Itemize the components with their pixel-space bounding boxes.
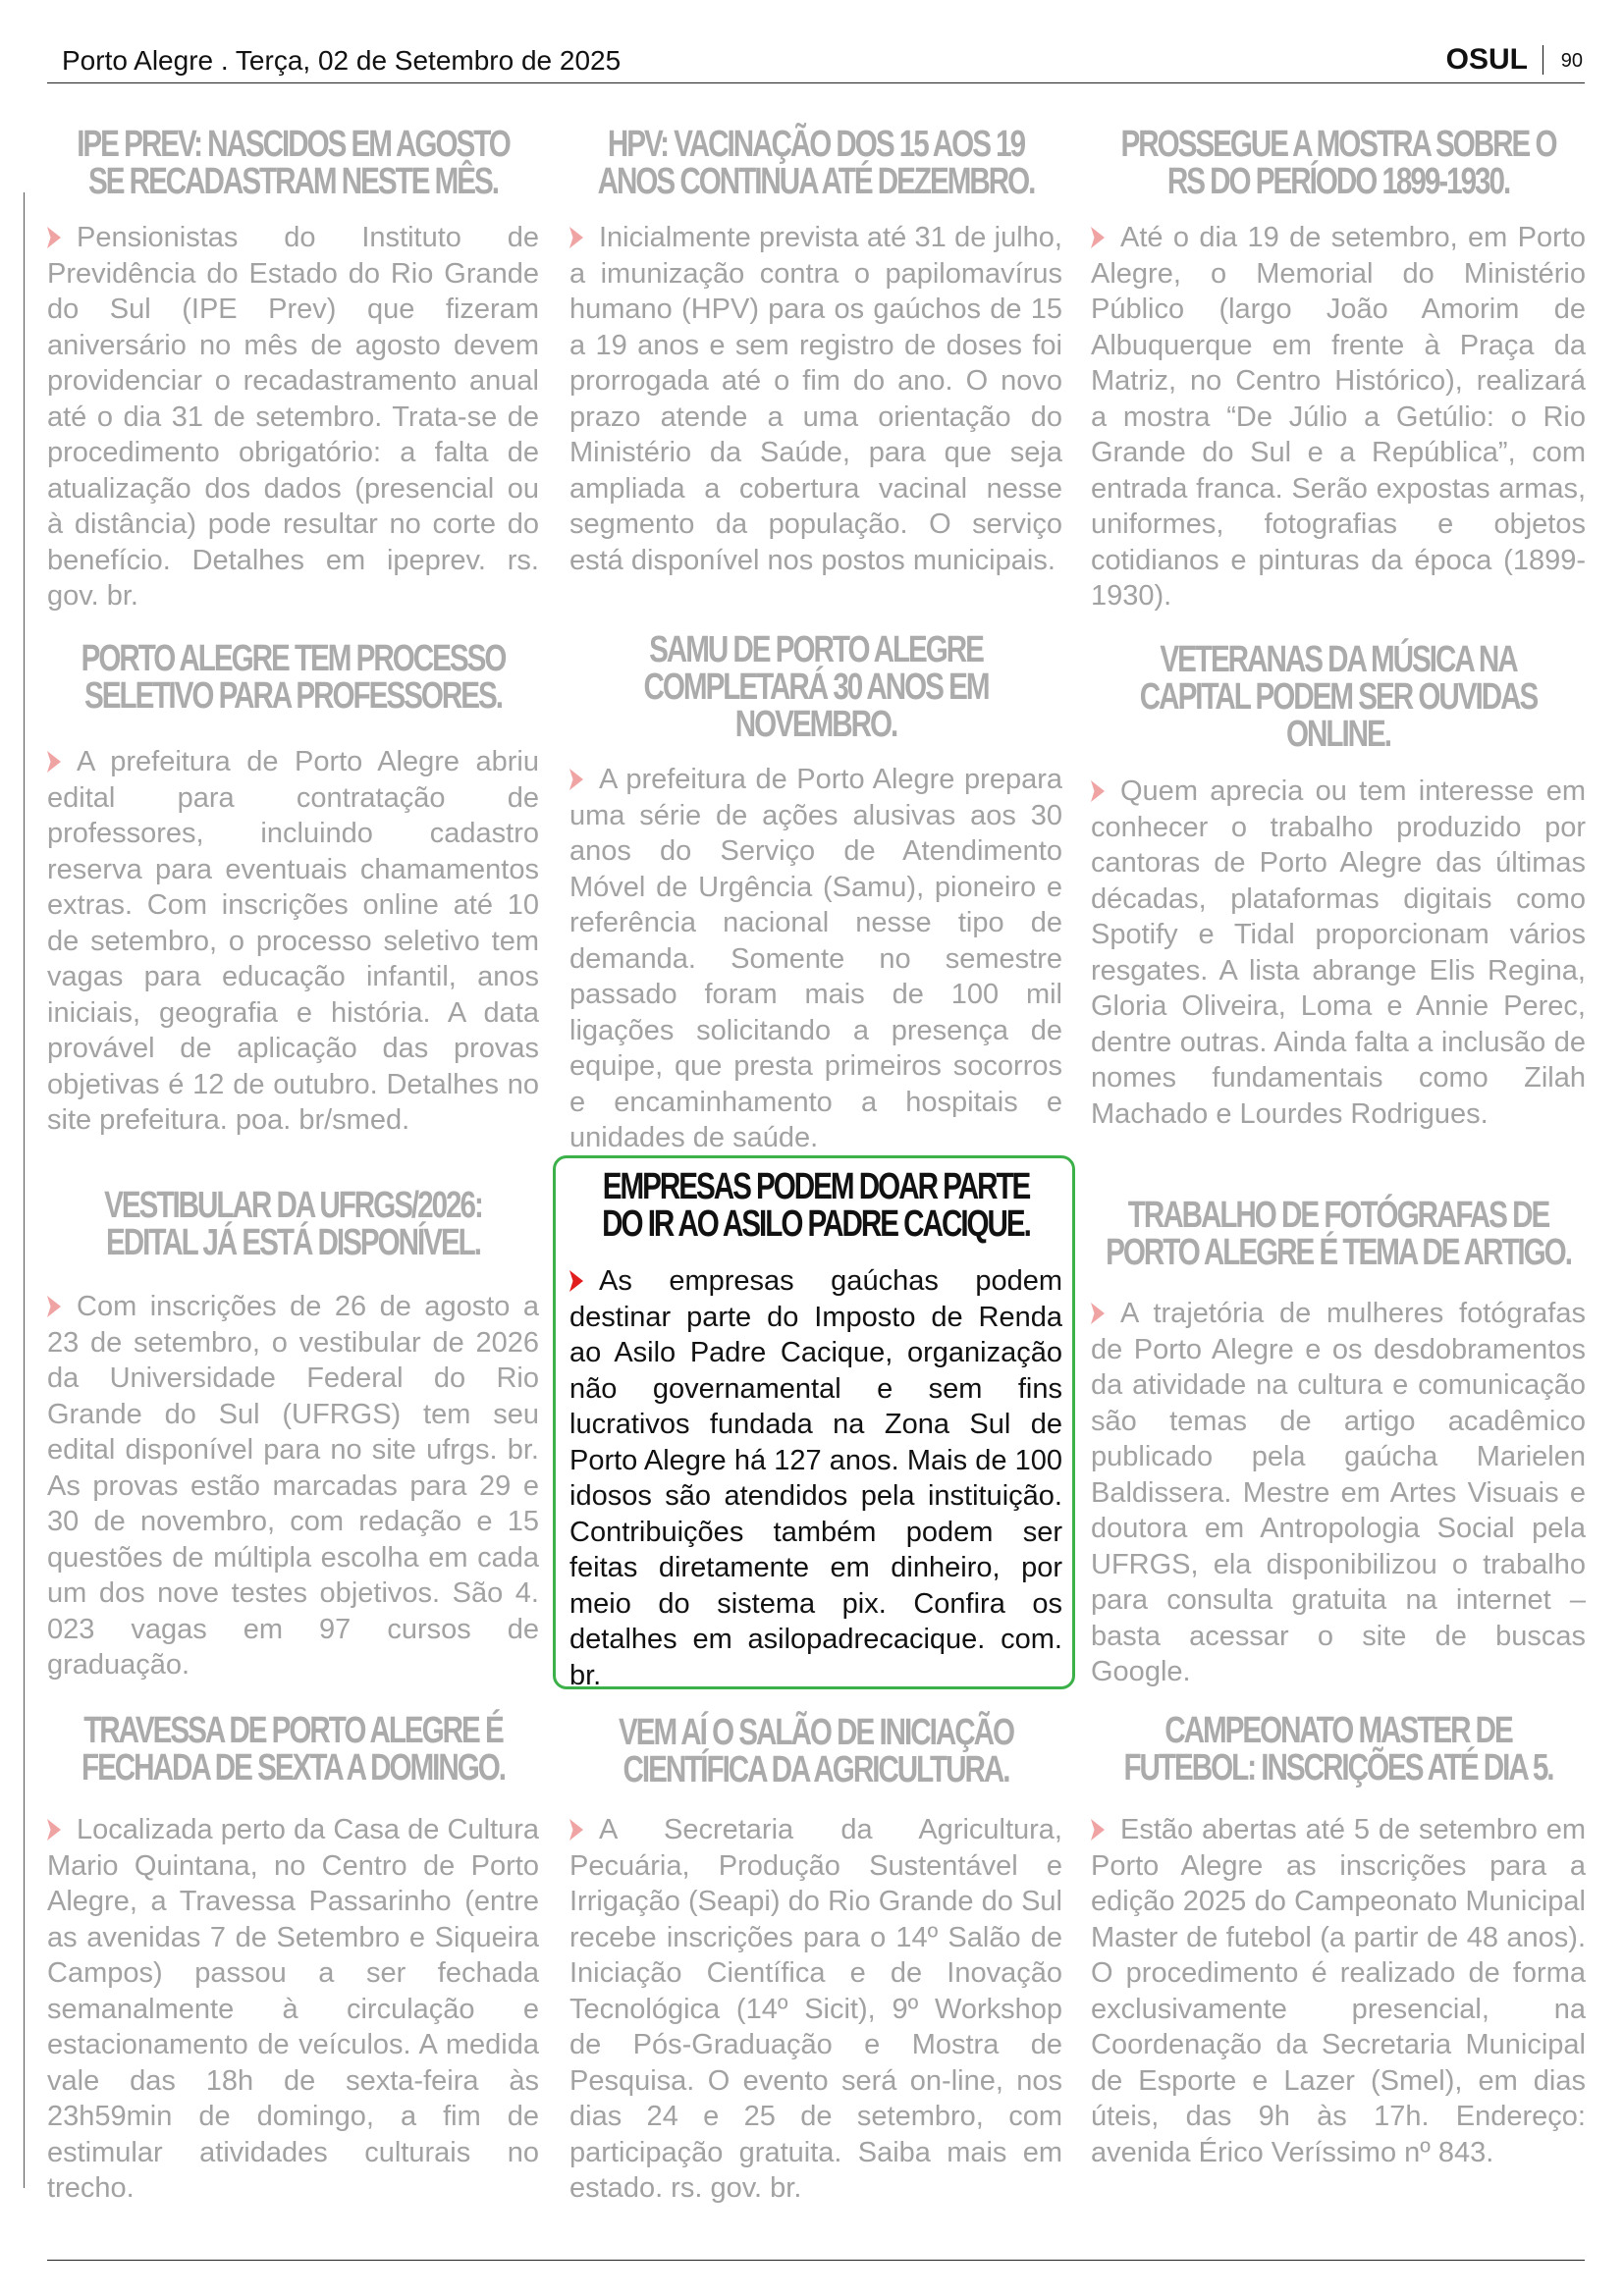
article-headline: TRABALHO DE FOTÓGRAFAS DE PORTO ALEGRE É TEMA DE ARTIGO. xyxy=(1106,1195,1571,1273)
article-headline: EMPRESAS PODEM DOAR PARTE DO IR AO ASILO PADRE CACIQUE. xyxy=(602,1166,1030,1245)
article-body: Até o dia 19 de setembro, em Porto Alegre, o Memorial do Ministério Público (largo João Amorim de Albuquerque em frente à Praça da Matriz, no Centro Histórico), realizará a mostra “De Júlio a Getúlio: o Rio Grande do Sul e a República”, com entrada franca. Serão expostas armas, uniformes, fotografias e objetos cotidianos e pinturas da época (1899-1930). xyxy=(1091,222,1586,612)
article-body: Inicialmente prevista até 31 de julho, a imunização contra o papilomavírus humano (HPV) para os gaúchos de 15 a 19 anos e sem registro de doses foi prorrogada até o fim do ano. O novo prazo atende a uma orientação do Ministério da Saúde, para que seja ampliada a cobertura vacinal nesse segmento da população. O serviço está disponível nos postos municipais. xyxy=(569,222,1062,576)
article-veteranas xyxy=(1091,641,1586,1132)
article-ipe-prev xyxy=(47,126,539,614)
article-travessa xyxy=(47,1712,539,2207)
article-body: Pensionistas do Instituto de Previdência do Estado do Rio Grande do Sul (IPE Prev) que fizeram aniversário no mês de agosto devem providenciar o recadastramento anual até o dia 31 de setembro. Trata-se de procedimento obrigatório: a falta de atualização dos dados (presencial ou à distância) pode resultar no corte do benefício. Detalhes em ipeprev. rs. gov. br. xyxy=(47,222,539,612)
left-margin-rule xyxy=(24,192,25,2188)
article-mostra xyxy=(1091,126,1586,614)
article-headline: SAMU DE PORTO ALEGRE COMPLETARÁ 30 ANOS EM NOVEMBRO. xyxy=(643,629,989,745)
bullet-arrow-icon xyxy=(1091,780,1105,802)
bullet-arrow-icon xyxy=(47,751,61,773)
article-body: A prefeitura de Porto Alegre abriu edital para contratação de professores, incluindo cadastro reserva para eventuais chamamentos extras. Com inscrições online até 10 de setembro, o processo seletivo tem vagas para educação infantil, anos iniciais, geografia e história. A data provável de aplicação das provas objetivas é 12 de outubro. Detalhes no site prefeitura. poa. br/smed. xyxy=(47,746,539,1136)
dateline: Porto Alegre . Terça, 02 de Setembro de 2025 xyxy=(62,45,622,76)
article-fotografas xyxy=(1091,1197,1586,1690)
article-headline: PROSSEGUE A MOSTRA SOBRE O RS DO PERÍODO 1899-1930. xyxy=(1120,124,1556,202)
article-headline: HPV: VACINAÇÃO DOS 15 AOS 19 ANOS CONTINUA ATÉ DEZEMBRO. xyxy=(597,124,1035,202)
article-hpv xyxy=(569,126,1062,578)
article-headline: PORTO ALEGRE TEM PROCESSO SELETIVO PARA PROFESSORES. xyxy=(81,638,506,717)
page-number: 90 xyxy=(1560,50,1583,72)
article-vestibular xyxy=(47,1187,539,1683)
header-separator xyxy=(1543,45,1544,75)
article-headline: CAMPEONATO MASTER DE FUTEBOL: INSCRIÇÕES ATÉ DIA 5. xyxy=(1123,1710,1553,1789)
article-headline: IPE PREV: NASCIDOS EM AGOSTO SE RECADASTRAM NESTE MÊS. xyxy=(77,124,510,202)
bullet-arrow-icon xyxy=(1091,227,1105,248)
bullet-arrow-icon xyxy=(569,769,583,790)
article-headline: VESTIBULAR DA UFRGS/2026: EDITAL JÁ ESTÁ DISPONÍVEL. xyxy=(104,1185,482,1263)
article-body: Estão abertas até 5 de setembro em Porto Alegre as inscrições para a edição 2025 do Campeonato Municipal Master de futebol (a partir de 48 anos). O procedimento é realizado de forma exclusivamente presencial, na Coordenação da Secretaria Municipal de Esporte e Lazer (Smel), em dias úteis, das 9h às 17h. Endereço: avenida Érico Veríssimo nº 843. xyxy=(1091,1814,1586,2168)
article-professores xyxy=(47,640,539,1139)
bullet-arrow-icon xyxy=(47,1296,61,1317)
article-body: Quem aprecia ou tem interesse em conhecer o trabalho produzido por cantoras de Porto Alegre das últimas décadas, plataformas digitais como Spotify e Tidal proporcionam vários resgates. A lista abrange Elis Regina, Gloria Oliveira, Loma e Annie Perec, dentre outras. Ainda falta a inclusão de nomes fundamentais como Zilah Machado e Lourdes Rodrigues. xyxy=(1091,775,1586,1130)
bullet-arrow-icon xyxy=(569,1270,583,1292)
article-headline: VETERANAS DA MÚSICA NA CAPITAL PODEM SER OUVIDAS ONLINE. xyxy=(1139,639,1538,755)
article-body: Localizada perto da Casa de Cultura Mario Quintana, no Centro de Porto Alegre, a Travessa Passarinho (entre as avenidas 7 de Setembro e Siqueira Campos) passou a ser fechada semanalmente à circulação e estacionamento de veículos. A medida vale das 18h de sexta-feira às 23h59min de domingo, a fim de estimular atividades culturais no trecho. xyxy=(47,1814,539,2204)
footer-rule xyxy=(47,2260,1585,2261)
bullet-arrow-icon xyxy=(1091,1819,1105,1841)
article-body: A prefeitura de Porto Alegre prepara uma série de ações alusivas aos 30 anos do Serviço de Atendimento Móvel de Urgência (Samu), pioneiro e referência nacional nesse tipo de demanda. Somente no semestre passado foram mais de 100 mil ligações solicitando a presença de equipe, que presta primeiros socorros e encaminhamento a hospitais e unidades de saúde. xyxy=(569,764,1062,1153)
page-header xyxy=(47,39,1585,83)
article-body: A trajetória de mulheres fotógrafas de Porto Alegre e os desdobramentos da atividade na cultura e comunicação são temas de artigo acadêmico publicado pela gaúcha Marielen Baldissera. Mestre em Artes Visuais e doutora em Antropologia Social pela UFRGS, ela disponibilizou o trabalho para consulta gratuita na internet – basta acessar o site de buscas Google. xyxy=(1091,1298,1586,1687)
bullet-arrow-icon xyxy=(569,227,583,248)
bullet-arrow-icon xyxy=(47,1819,61,1841)
article-headline: VEM AÍ O SALÃO DE INICIAÇÃO CIENTÍFICA DA AGRICULTURA. xyxy=(619,1712,1013,1790)
bullet-arrow-icon xyxy=(47,227,61,248)
article-campeonato-master xyxy=(1091,1712,1586,2170)
bullet-arrow-icon xyxy=(1091,1303,1105,1324)
article-salao-iniciacao xyxy=(569,1714,1062,2207)
article-body: A Secretaria da Agricultura, Pecuária, Produção Sustentável e Irrigação (Seapi) do Rio Grande do Sul recebe inscrições para o 14º Salão de Iniciação Científica e de Inovação Tecnológica (14º Sicit), 9º Workshop de Pós-Graduação e Mostra de Pesquisa. O evento será on-line, nos dias 24 e 25 de setembro, com participação gratuita. Saiba mais em estado. rs. gov. br. xyxy=(569,1814,1062,2204)
newspaper-brand: OSUL xyxy=(1445,43,1528,76)
article-headline: TRAVESSA DE PORTO ALEGRE É FECHADA DE SEXTA A DOMINGO. xyxy=(81,1710,506,1789)
article-body: As empresas gaúchas podem destinar parte do Imposto de Renda ao Asilo Padre Cacique, organização não governamental e sem fins lucrativos fundada na Zona Sul de Porto Alegre há 127 anos. Mais de 100 idosos são atendidos pela instituição. Contribuições também podem ser feitas diretamente em dinheiro, por meio do sistema pix. Confira os detalhes em asilopadrecacique. com. br. xyxy=(569,1265,1062,1691)
bullet-arrow-icon xyxy=(569,1819,583,1841)
article-asilo-padre-cacique xyxy=(569,1168,1062,1693)
article-body: Com inscrições de 26 de agosto a 23 de setembro, o vestibular de 2026 da Universidade Federal do Rio Grande do Sul (UFRGS) tem seu edital disponível para no site ufrgs. br. As provas estão marcadas para 29 e 30 de novembro, com redação e 15 questões de múltipla escolha em cada um dos nove testes objetivos. São 4. 023 vagas em 97 cursos de graduação. xyxy=(47,1291,539,1681)
article-samu xyxy=(569,631,1062,1156)
